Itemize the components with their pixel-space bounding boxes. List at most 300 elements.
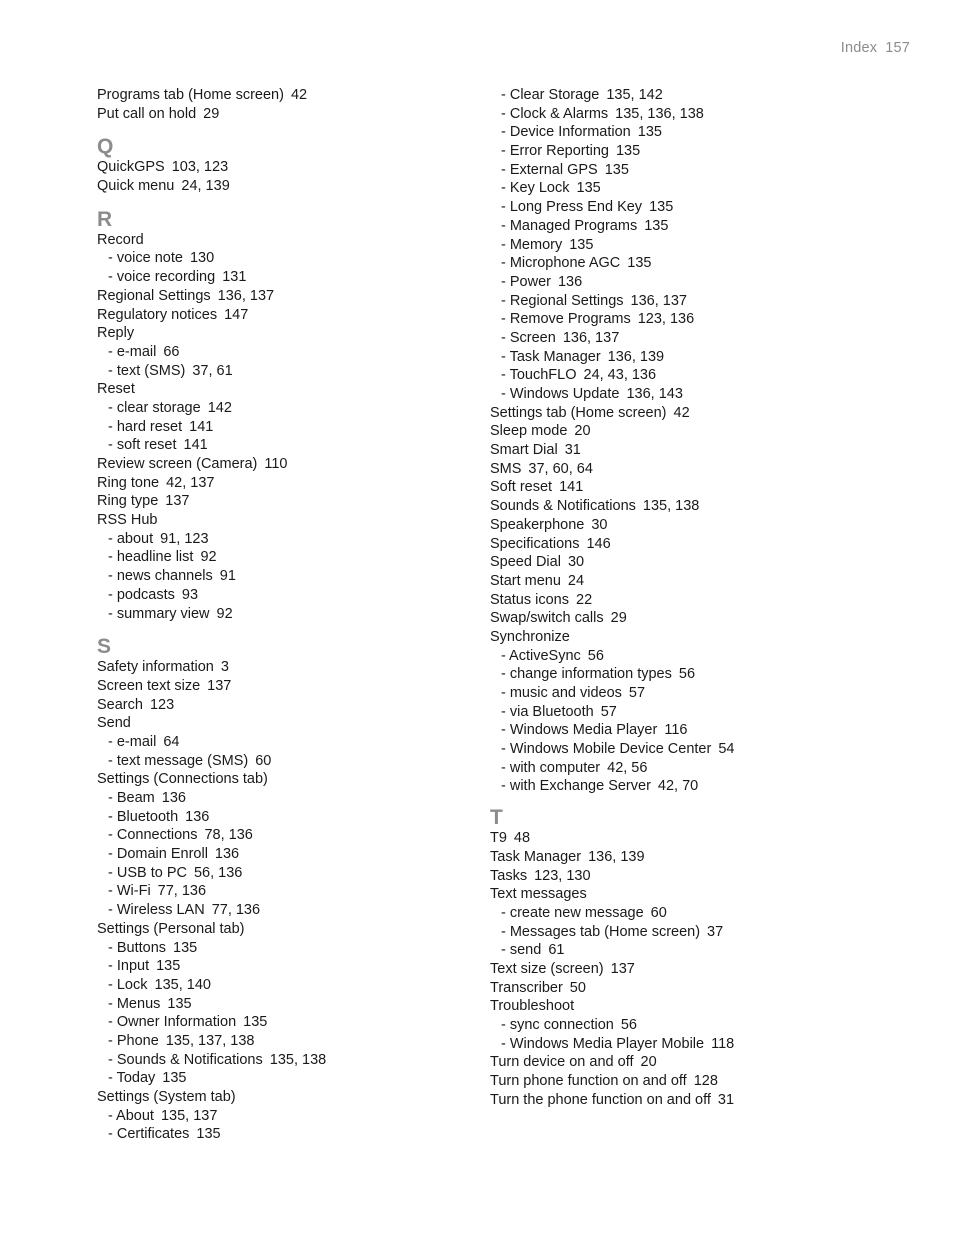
entry-term: - voice recording (108, 269, 216, 286)
index-entry (97, 474, 467, 493)
entry-term: RSS Hub (97, 512, 158, 529)
index-subentry (490, 236, 910, 255)
entry-page-refs: 78, 136 (204, 827, 253, 844)
entry-page-refs: 77, 136 (157, 883, 207, 900)
index-entry (490, 979, 910, 998)
entry-page-refs: 42, 56 (607, 759, 648, 776)
entry-page-refs: 91 (219, 568, 236, 585)
entry-term: - headline list (108, 549, 194, 566)
entry-term: Status icons (490, 591, 569, 608)
entry-term: - Domain Enroll (108, 846, 208, 863)
entry-term: Text size (screen) (490, 960, 604, 977)
entry-page-refs: 136 (161, 790, 186, 806)
index-subentry (490, 740, 910, 759)
entry-term: - Windows Update (501, 386, 620, 402)
entry-page-refs: 24, 43, 136 (583, 367, 657, 384)
entry-term: - with computer (501, 759, 601, 776)
entry-term: Speed Dial (490, 554, 561, 571)
entry-term: - Windows Media Player (501, 722, 658, 739)
entry-page-refs: 29 (203, 105, 220, 122)
entry-page-refs: 103, 123 (171, 159, 229, 176)
entry-term: - music and videos (501, 685, 622, 701)
entry-page-refs: 135 (196, 1126, 221, 1143)
entry-page-refs: 110 (264, 456, 288, 472)
entry-page-refs: 50 (569, 979, 586, 996)
index-entry (490, 553, 910, 572)
entry-term: Regulatory notices (97, 306, 218, 323)
entry-term: Settings (System tab) (97, 1089, 236, 1105)
entry-page-refs: 135 (604, 161, 629, 178)
entry-term: Programs tab (Home screen) (97, 87, 284, 103)
entry-page-refs: 31 (564, 442, 581, 459)
index-subentry (490, 217, 910, 236)
index-entry (97, 1088, 467, 1107)
entry-term: - news channels (108, 568, 213, 585)
entry-page-refs: 135 (615, 143, 641, 160)
entry-term: - text message (SMS) (108, 752, 249, 769)
index-entry (97, 455, 467, 474)
entry-term: Quick menu (97, 178, 175, 195)
index-entry (97, 492, 467, 511)
index-subentry (490, 721, 910, 740)
entry-term: - Regional Settings (501, 292, 624, 309)
index-subentry (490, 385, 910, 404)
entry-page-refs: 61 (548, 942, 565, 959)
entry-page-refs: 54 (718, 741, 735, 758)
index-entry (97, 105, 467, 124)
entry-term: - Screen (501, 329, 556, 346)
entry-term: - Connections (108, 827, 198, 844)
index-entry (490, 441, 910, 460)
index-entry (490, 1053, 910, 1072)
index-entry (97, 511, 467, 530)
index-entry (490, 960, 910, 979)
entry-page-refs: 116 (664, 722, 688, 739)
page-number: 157 (885, 40, 910, 56)
index-entry (490, 478, 910, 497)
index-subentry (97, 362, 467, 381)
entry-term: - clear storage (108, 399, 201, 416)
index-subentry (490, 179, 910, 198)
index-entry (97, 287, 467, 306)
index-subentry (97, 586, 467, 605)
entry-term: Troubleshoot (490, 998, 575, 1015)
index-subentry (97, 882, 467, 901)
index-entry (490, 460, 910, 479)
entry-page-refs: 30 (567, 554, 585, 571)
index-entry (490, 1072, 910, 1091)
index-subentry (490, 684, 910, 703)
entry-term: - hard reset (108, 418, 183, 435)
entry-page-refs: 130 (189, 250, 215, 267)
index-subentry (490, 123, 910, 142)
entry-term: - About (108, 1107, 154, 1124)
entry-page-refs: 135 (173, 939, 198, 956)
entry-term: - Input (108, 958, 150, 975)
entry-page-refs: 20 (574, 423, 591, 440)
index-subentry (97, 995, 467, 1014)
index-entry (490, 422, 910, 441)
entry-page-refs: 30 (591, 516, 608, 533)
index-subentry (97, 826, 467, 845)
entry-page-refs: 135 (649, 199, 674, 216)
index-entry (97, 86, 467, 105)
entry-page-refs: 42, 70 (657, 778, 699, 795)
entry-term: - voice note (108, 250, 183, 267)
entry-term: - External GPS (501, 161, 598, 178)
index-entry (490, 516, 910, 535)
entry-page-refs: 141 (189, 418, 214, 435)
entry-page-refs: 60 (255, 752, 272, 769)
index-section-letter: R (97, 207, 113, 231)
index-entry (97, 380, 467, 399)
index-subentry (97, 1125, 467, 1144)
entry-page-refs: 141 (183, 437, 208, 454)
index-entry (490, 848, 910, 867)
entry-page-refs: 60 (650, 904, 667, 921)
entry-page-refs: 37 (707, 923, 724, 940)
section-title: Index (840, 40, 878, 56)
index-subentry (97, 939, 467, 958)
entry-term: - Today (108, 1070, 156, 1087)
entry-term: Sleep mode (490, 423, 568, 440)
entry-term: - e-mail (108, 343, 157, 360)
entry-page-refs: 135, 140 (154, 976, 211, 993)
entry-page-refs: 66 (163, 343, 180, 360)
entry-page-refs: 135, 136, 138 (615, 105, 704, 122)
entry-term: Regional Settings (97, 287, 211, 304)
entry-term: Start menu (490, 572, 561, 589)
entry-term: - via Bluetooth (501, 703, 594, 720)
index-subentry (490, 665, 910, 684)
entry-page-refs: 137 (165, 493, 190, 510)
entry-term: - change information types (501, 666, 672, 683)
index-entry (490, 1091, 910, 1110)
entry-term: - Task Manager (501, 348, 601, 365)
index-subentry (97, 436, 467, 455)
index-subentry (97, 1013, 467, 1032)
entry-page-refs: 135 (167, 995, 192, 1012)
entry-term: - soft reset (108, 437, 177, 454)
entry-page-refs: 135 (156, 958, 181, 975)
index-subentry (490, 647, 910, 666)
index-subentry (97, 789, 467, 808)
entry-term: - Wi-Fi (108, 883, 151, 900)
entry-page-refs: 135 (576, 180, 601, 197)
entry-term: - Lock (108, 976, 148, 993)
entry-page-refs: 20 (640, 1054, 657, 1071)
entry-page-refs: 135 (162, 1070, 187, 1087)
index-subentry (490, 1035, 910, 1054)
entry-term: - Beam (108, 790, 155, 806)
entry-page-refs: 135 (627, 255, 652, 272)
entry-term: Smart Dial (490, 442, 558, 459)
index-subentry (490, 941, 910, 960)
index-subentry (490, 161, 910, 180)
entry-term: Record (97, 231, 144, 248)
index-subentry (490, 329, 910, 348)
index-column-left (97, 86, 467, 1144)
index-entry (97, 231, 467, 250)
entry-page-refs: 136, 137 (630, 292, 687, 309)
entry-page-refs: 64 (163, 733, 180, 750)
entry-term: - Bluetooth (108, 808, 179, 825)
index-section-letter: Q (97, 135, 114, 159)
entry-page-refs: 91, 123 (160, 530, 209, 547)
index-subentry (490, 142, 910, 161)
index-subentry (97, 530, 467, 549)
entry-term: - Wireless LAN (108, 902, 205, 919)
entry-term: Settings (Personal tab) (97, 920, 245, 937)
entry-term: - Clear Storage (501, 87, 600, 103)
index-entry (490, 609, 910, 628)
index-subentry (97, 957, 467, 976)
entry-term: - Key Lock (501, 180, 570, 197)
entry-term: Speakerphone (490, 516, 585, 533)
index-entry (490, 404, 910, 423)
entry-term: - about (108, 530, 154, 547)
entry-page-refs: 56 (587, 647, 604, 664)
entry-page-refs: 123, 136 (637, 311, 695, 328)
entry-term: - Device Information (501, 124, 631, 141)
index-entry (97, 158, 467, 177)
entry-page-refs: 136 (185, 808, 210, 825)
entry-term: - Phone (108, 1032, 159, 1049)
index-subentry (97, 268, 467, 287)
entry-page-refs: 135, 137, 138 (165, 1032, 255, 1049)
entry-term: Review screen (Camera) (97, 456, 258, 472)
entry-page-refs: 136, 139 (588, 848, 645, 865)
index-subentry (490, 366, 910, 385)
entry-page-refs: 3 (220, 659, 229, 676)
index-entry (97, 677, 467, 696)
entry-term: - Messages tab (Home screen) (501, 923, 701, 940)
entry-page-refs: 137 (207, 677, 232, 694)
index-subentry (490, 105, 910, 124)
entry-page-refs: 136, 137 (562, 329, 620, 346)
entry-page-refs: 56 (678, 666, 696, 683)
entry-term: Search (97, 696, 143, 713)
index-subentry (97, 567, 467, 586)
entry-term: - Remove Programs (501, 311, 631, 328)
entry-page-refs: 92 (200, 549, 217, 566)
entry-page-refs: 24 (567, 572, 585, 589)
entry-term: SMS (490, 460, 522, 477)
entry-term: Specifications (490, 535, 580, 552)
entry-term: - with Exchange Server (501, 778, 651, 795)
entry-term: Synchronize (490, 628, 570, 645)
entry-page-refs: 57 (628, 685, 646, 701)
index-subentry (97, 808, 467, 827)
entry-page-refs: 136, 137 (217, 287, 275, 304)
entry-term: Sounds & Notifications (490, 498, 636, 515)
entry-page-refs: 56 (620, 1017, 637, 1033)
entry-term: Ring tone (97, 474, 160, 491)
index-entry (97, 770, 467, 789)
entry-page-refs: 77, 136 (211, 902, 261, 919)
entry-page-refs: 31 (717, 1091, 735, 1108)
index-subentry (490, 777, 910, 796)
entry-page-refs: 56, 136 (193, 864, 243, 881)
entry-term: Soft reset (490, 479, 553, 496)
index-column-right (490, 86, 910, 1109)
index-subentry (97, 901, 467, 920)
index-entry (490, 572, 910, 591)
entry-term: Turn phone function on and off (490, 1073, 687, 1090)
index-subentry (490, 703, 910, 722)
index-subentry (490, 273, 910, 292)
entry-term: Settings (Connections tab) (97, 771, 268, 788)
index-subentry (97, 605, 467, 624)
index-subentry (490, 86, 910, 105)
index-entry (490, 885, 910, 904)
entry-page-refs: 22 (576, 591, 593, 608)
entry-term: - Sounds & Notifications (108, 1051, 263, 1068)
entry-page-refs: 37, 60, 64 (528, 460, 593, 477)
entry-page-refs: 135 (644, 217, 669, 234)
index-subentry (490, 904, 910, 923)
index-entry (97, 920, 467, 939)
entry-page-refs: 131 (222, 269, 247, 286)
entry-page-refs: 135 (243, 1014, 268, 1031)
entry-term: Transcriber (490, 979, 563, 996)
entry-term: - Windows Mobile Device Center (501, 741, 712, 758)
entry-page-refs: 123, 130 (534, 867, 591, 884)
index-subentry (97, 845, 467, 864)
entry-term: - Windows Media Player Mobile (501, 1035, 705, 1052)
index-subentry (97, 752, 467, 771)
index-subentry (97, 864, 467, 883)
entry-term: Text messages (490, 886, 587, 903)
index-entry (490, 497, 910, 516)
index-subentry (97, 548, 467, 567)
page-header (841, 40, 910, 56)
entry-term: - Long Press End Key (501, 199, 643, 216)
entry-page-refs: 142 (207, 399, 232, 416)
entry-term: Turn the phone function on and off (490, 1091, 711, 1108)
index-subentry (97, 399, 467, 418)
index-entry (97, 658, 467, 677)
index-section-letter: T (490, 806, 503, 830)
entry-page-refs: 136 (557, 273, 583, 290)
entry-page-refs: 118 (711, 1035, 735, 1052)
index-subentry (97, 1032, 467, 1051)
entry-term: - podcasts (108, 586, 175, 603)
entry-page-refs: 135 (569, 236, 594, 253)
entry-term: T9 (490, 830, 507, 847)
entry-term: - Certificates (108, 1126, 190, 1143)
entry-term: - Error Reporting (501, 143, 609, 160)
entry-term: Screen text size (97, 677, 201, 694)
index-entry (97, 177, 467, 196)
entry-term: - Owner Information (108, 1014, 237, 1031)
entry-page-refs: 135 (637, 124, 662, 141)
index-subentry (97, 343, 467, 362)
index-section-letter: S (97, 635, 112, 659)
entry-page-refs: 123 (149, 696, 175, 713)
entry-term: - summary view (108, 605, 210, 622)
entry-term: Safety information (97, 659, 214, 676)
entry-term: Reply (97, 325, 135, 342)
index-entry (97, 696, 467, 715)
index-subentry (490, 310, 910, 329)
entry-page-refs: 135, 142 (606, 87, 663, 103)
entry-term: Settings tab (Home screen) (490, 404, 667, 421)
index-entry (490, 997, 910, 1016)
index-subentry (97, 1107, 467, 1126)
index-subentry (97, 249, 467, 268)
entry-page-refs: 146 (586, 535, 611, 552)
entry-term: Tasks (490, 867, 528, 884)
index-subentry (97, 733, 467, 752)
entry-term: - Microphone AGC (501, 255, 621, 272)
index-entry (490, 535, 910, 554)
entry-page-refs: 135, 138 (642, 498, 700, 515)
entry-term: - create new message (501, 904, 644, 921)
entry-page-refs: 57 (600, 703, 617, 720)
entry-term: - Managed Programs (501, 217, 638, 234)
index-subentry (97, 418, 467, 437)
index-subentry (490, 198, 910, 217)
entry-term: - TouchFLO (501, 367, 577, 384)
entry-page-refs: 137 (610, 960, 635, 977)
index-entry (97, 324, 467, 343)
entry-term: Put call on hold (97, 105, 197, 122)
entry-page-refs: 29 (610, 610, 627, 627)
entry-term: - USB to PC (108, 864, 187, 881)
index-entry (490, 829, 910, 848)
index-subentry (97, 1069, 467, 1088)
entry-term: - Memory (501, 236, 563, 253)
index-entry (490, 591, 910, 610)
entry-term: Send (97, 715, 131, 732)
entry-page-refs: 135, 138 (269, 1051, 327, 1068)
entry-page-refs: 42 (290, 87, 308, 103)
entry-term: Task Manager (490, 848, 582, 865)
index-subentry (490, 923, 910, 942)
entry-term: - Menus (108, 995, 161, 1012)
index-entry (490, 867, 910, 886)
index-entry (490, 628, 910, 647)
entry-page-refs: 42 (673, 404, 690, 421)
entry-page-refs: 48 (513, 830, 531, 847)
entry-term: - Clock & Alarms (501, 105, 609, 122)
entry-page-refs: 136, 139 (607, 348, 665, 365)
entry-page-refs: 135, 137 (160, 1107, 218, 1124)
entry-term: - Power (501, 273, 551, 290)
index-entry (97, 306, 467, 325)
entry-term: Turn device on and off (490, 1054, 634, 1071)
entry-page-refs: 93 (181, 586, 199, 603)
entry-term: - sync connection (501, 1017, 614, 1033)
entry-term: - ActiveSync (501, 647, 581, 664)
index-subentry (490, 292, 910, 311)
entry-page-refs: 92 (216, 605, 233, 622)
entry-page-refs: 136, 143 (626, 386, 683, 402)
entry-page-refs: 24, 139 (181, 178, 230, 195)
entry-term: - text (SMS) (108, 362, 186, 379)
index-subentry (490, 254, 910, 273)
entry-page-refs: 128 (693, 1073, 718, 1090)
entry-term: - Buttons (108, 939, 167, 956)
entry-term: Ring type (97, 493, 159, 510)
entry-term: Swap/switch calls (490, 610, 604, 627)
index-subentry (490, 348, 910, 367)
index-subentry (490, 1016, 910, 1035)
index-subentry (490, 759, 910, 778)
index-subentry (97, 976, 467, 995)
index-subentry (97, 1051, 467, 1070)
